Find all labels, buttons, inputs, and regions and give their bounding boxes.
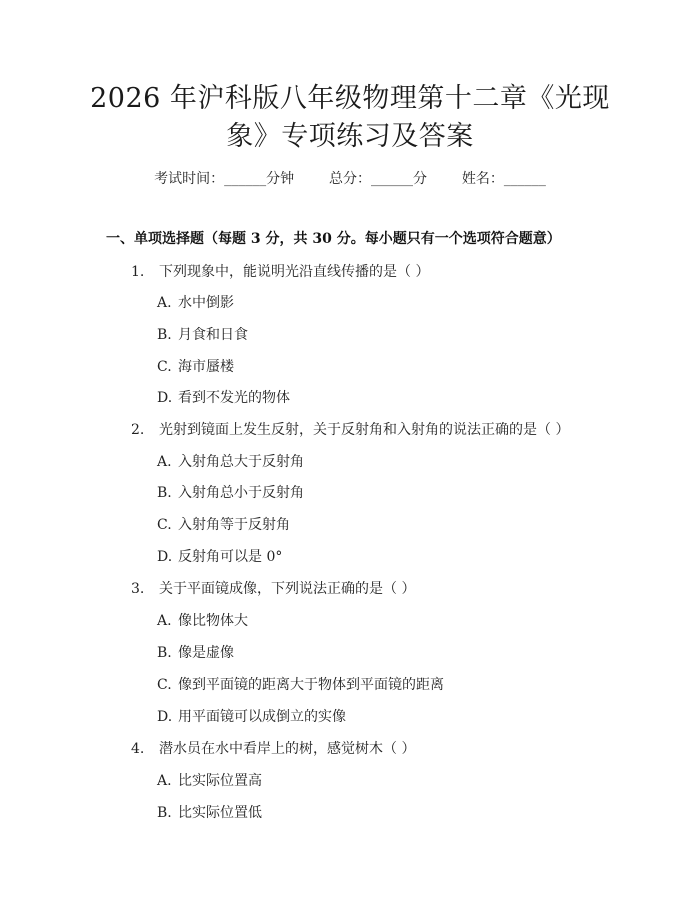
question-text: 关于平面镜成像，下列说法正确的是（ ） (159, 581, 416, 597)
question-1-option-c (157, 356, 234, 376)
question-4 (131, 738, 415, 758)
question-text: 光射到镜面上发生反射，关于反射角和入射角的说法正确的是（ ） (159, 422, 570, 438)
option-text: 比实际位置高 (178, 773, 262, 789)
question-2-option-c (157, 514, 290, 534)
section-title: 一、单项选择题（每题 3 分，共 30 分。每小题只有一个选项符合题意） (106, 231, 561, 247)
exam-meta (0, 168, 700, 188)
option-text: 反射角可以是 0° (178, 549, 283, 565)
question-3-option-a (157, 610, 248, 630)
question-2-option-d (157, 546, 282, 566)
question-text: 潜水员在水中看岸上的树，感觉树木（ ） (159, 741, 416, 757)
option-text: 像比物体大 (178, 613, 248, 629)
question-2-option-b (157, 482, 304, 502)
option-text: 入射角等于反射角 (178, 517, 290, 533)
option-label: D. (157, 709, 173, 725)
option-text: 水中倒影 (178, 295, 234, 311)
option-label: A. (157, 773, 172, 789)
question-1-option-d (157, 387, 290, 407)
option-label: B. (157, 327, 172, 343)
option-text: 像到平面镜的距离大于物体到平面镜的距离 (178, 677, 444, 693)
question-1-option-a (157, 292, 234, 312)
question-3-option-d (157, 706, 346, 726)
option-label: B. (157, 645, 172, 661)
page-title (0, 80, 700, 156)
question-1-option-b (157, 324, 248, 344)
question-4-option-b (157, 802, 262, 822)
question-text: 下列现象中，能说明光沿直线传播的是（ ） (159, 264, 430, 280)
score-blank: ______ (371, 171, 413, 187)
question-number: 1. (131, 264, 145, 280)
option-label: C. (157, 517, 172, 533)
option-text: 看到不发光的物体 (178, 390, 290, 406)
question-3-option-c (157, 674, 444, 694)
question-number: 4. (131, 741, 145, 757)
option-label: D. (157, 390, 173, 406)
title-line-2: 象》专项练习及答案 (226, 121, 474, 152)
option-text: 月食和日食 (178, 327, 248, 343)
option-text: 入射角总小于反射角 (178, 485, 304, 501)
title-line-1: 2026 年沪科版八年级物理第十二章《光现 (90, 83, 610, 114)
question-number: 2. (131, 422, 145, 438)
option-text: 比实际位置低 (178, 805, 262, 821)
option-label: A. (157, 613, 172, 629)
option-label: B. (157, 805, 172, 821)
question-2-option-a (157, 451, 304, 471)
option-label: B. (157, 485, 172, 501)
question-2 (131, 419, 569, 439)
question-number: 3. (131, 581, 145, 597)
option-label: A. (157, 454, 172, 470)
time-blank: ______ (224, 171, 267, 187)
option-text: 用平面镜可以成倒立的实像 (178, 709, 346, 725)
score-label: 总分： (329, 171, 371, 187)
name-label: 姓名： (461, 171, 504, 187)
option-text: 像是虚像 (178, 645, 234, 661)
question-1 (131, 261, 429, 281)
option-label: C. (157, 359, 172, 375)
option-text: 海市蜃楼 (178, 359, 234, 375)
option-label: D. (157, 549, 173, 565)
option-label: A. (157, 295, 172, 311)
score-unit: 分 (413, 171, 427, 187)
time-label: 考试时间： (154, 171, 225, 187)
question-3 (131, 578, 415, 598)
option-label: C. (157, 677, 172, 693)
question-3-option-b (157, 642, 234, 662)
option-text: 入射角总大于反射角 (178, 454, 304, 470)
name-blank: ______ (503, 171, 546, 187)
question-4-option-a (157, 770, 262, 790)
time-unit: 分钟 (266, 171, 295, 187)
